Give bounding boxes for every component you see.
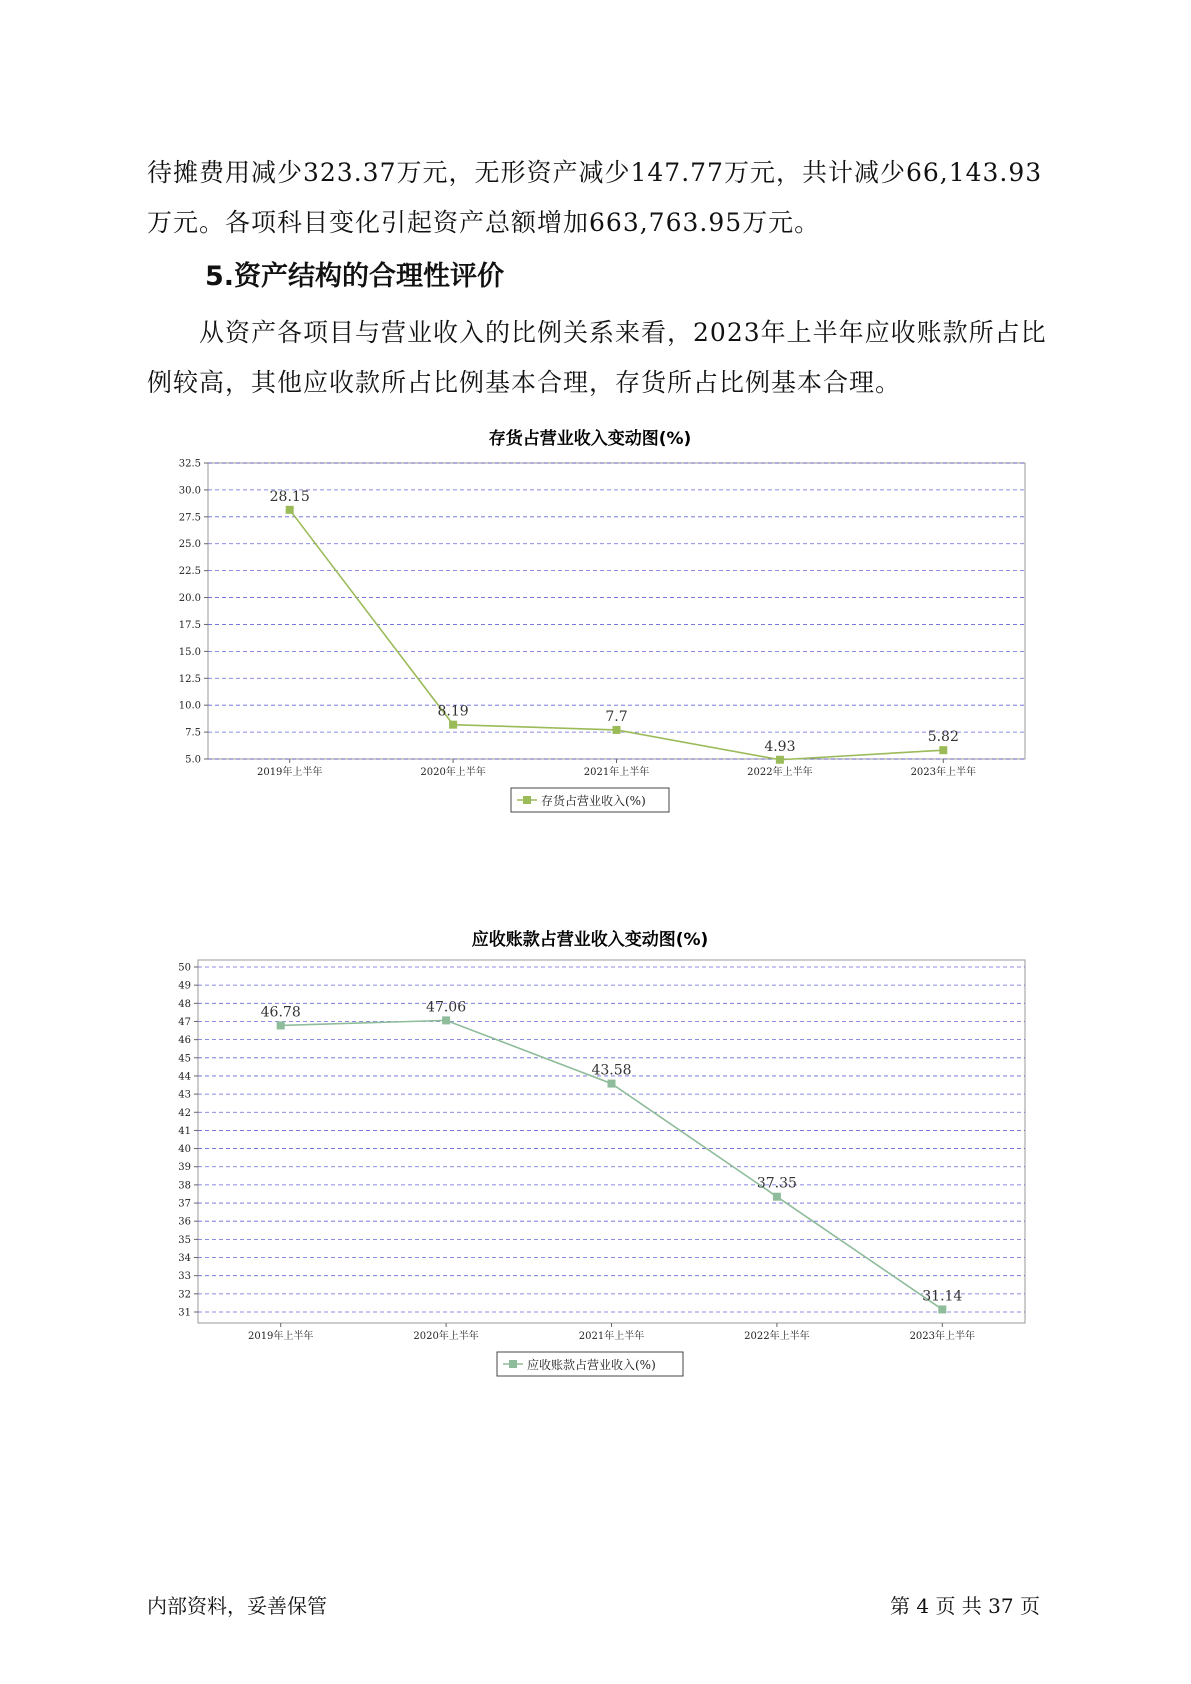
x-tick-label: 2019年上半年 <box>247 1331 314 1342</box>
data-label: 46.78 <box>260 1004 301 1021</box>
y-tick-label: 5.0 <box>185 754 201 766</box>
y-tick-label: 46 <box>178 1035 191 1047</box>
data-label: 4.93 <box>764 738 796 755</box>
legend <box>511 788 669 812</box>
y-tick-label: 41 <box>178 1125 191 1137</box>
footer-left-note: 内部资料，妥善保管 <box>147 1594 327 1618</box>
y-tick-label: 32.5 <box>178 458 201 470</box>
data-point <box>773 1193 781 1201</box>
data-label: 43.58 <box>591 1062 632 1079</box>
y-tick-label: 37 <box>178 1198 191 1210</box>
legend-label: 应收账款占营业收入(%) <box>527 1358 656 1372</box>
y-tick-label: 7.5 <box>185 727 201 739</box>
body-paragraph-2: 从资产各项目与营业收入的比例关系来看，2023年上半年应收账款所占比例较高，其他应收款所占比例基本合理，存货所占比例基本合理。 <box>147 318 1047 397</box>
data-point <box>613 726 621 734</box>
x-tick-label: 2022年上半年 <box>744 1331 810 1342</box>
y-tick-label: 42 <box>178 1107 191 1119</box>
y-tick-label: 49 <box>178 980 191 992</box>
legend-marker <box>509 1360 517 1368</box>
inventory-ratio-chart <box>0 420 1191 820</box>
y-tick-label: 35 <box>178 1234 191 1246</box>
y-tick-label: 10.0 <box>178 700 201 712</box>
chart-title: 存货占营业收入变动图(%) <box>488 429 692 449</box>
data-label: 47.06 <box>426 999 467 1016</box>
page-number: 第 4 页 共 37 页 <box>890 1594 1040 1618</box>
y-tick-label: 31 <box>178 1307 191 1319</box>
data-point <box>277 1021 285 1029</box>
data-point <box>776 756 784 764</box>
x-tick-label: 2023年上半年 <box>909 1331 976 1342</box>
y-tick-label: 43 <box>178 1089 191 1101</box>
data-point <box>449 721 457 729</box>
y-tick-label: 39 <box>178 1162 191 1174</box>
y-tick-label: 40 <box>178 1144 191 1156</box>
x-tick-label: 2023年上半年 <box>910 767 977 778</box>
x-tick-label: 2020年上半年 <box>420 767 486 778</box>
x-tick-label: 2021年上半年 <box>578 1331 645 1342</box>
data-label: 37.35 <box>756 1175 797 1192</box>
y-tick-label: 15.0 <box>178 646 201 658</box>
y-tick-label: 25.0 <box>178 539 201 551</box>
data-point <box>286 506 294 514</box>
receivables-ratio-chart <box>0 925 1191 1405</box>
legend-marker <box>523 796 531 804</box>
legend <box>497 1352 683 1376</box>
y-tick-label: 30.0 <box>178 485 201 497</box>
x-tick-label: 2021年上半年 <box>583 767 650 778</box>
y-tick-label: 50 <box>178 962 191 974</box>
y-tick-label: 20.0 <box>178 593 201 605</box>
y-tick-label: 44 <box>178 1071 191 1083</box>
chart-title: 应收账款占营业收入变动图(%) <box>471 930 709 950</box>
y-tick-label: 34 <box>178 1253 191 1265</box>
y-tick-label: 47 <box>178 1016 191 1028</box>
data-point <box>442 1016 450 1024</box>
y-tick-label: 48 <box>178 998 191 1010</box>
y-tick-label: 33 <box>178 1271 191 1283</box>
plot-area <box>198 960 1025 1323</box>
data-label: 31.14 <box>922 1288 963 1305</box>
data-label: 5.82 <box>927 729 959 746</box>
data-point <box>939 746 947 754</box>
y-tick-label: 27.5 <box>178 512 201 524</box>
data-label: 8.19 <box>437 703 469 720</box>
y-tick-label: 12.5 <box>178 673 201 685</box>
y-tick-label: 22.5 <box>178 566 201 578</box>
y-tick-label: 45 <box>178 1053 191 1065</box>
x-tick-label: 2019年上半年 <box>256 767 323 778</box>
data-label: 28.15 <box>269 488 310 505</box>
y-tick-label: 38 <box>178 1180 191 1192</box>
body-paragraph-1: 待摊费用减少323.37万元，无形资产减少147.77万元，共计减少66,143.93万元。各项科目变化引起资产总额增加663,763.95万元。 <box>147 158 1043 237</box>
y-tick-label: 17.5 <box>178 619 201 631</box>
data-point <box>608 1080 616 1088</box>
y-tick-label: 32 <box>178 1289 191 1301</box>
section-heading: 5.资产结构的合理性评价 <box>205 261 505 292</box>
data-label: 7.7 <box>605 708 628 725</box>
x-tick-label: 2020年上半年 <box>413 1331 479 1342</box>
x-tick-label: 2022年上半年 <box>747 767 813 778</box>
legend-label: 存货占营业收入(%) <box>541 794 646 808</box>
data-point <box>938 1305 946 1313</box>
y-tick-label: 36 <box>178 1216 191 1228</box>
